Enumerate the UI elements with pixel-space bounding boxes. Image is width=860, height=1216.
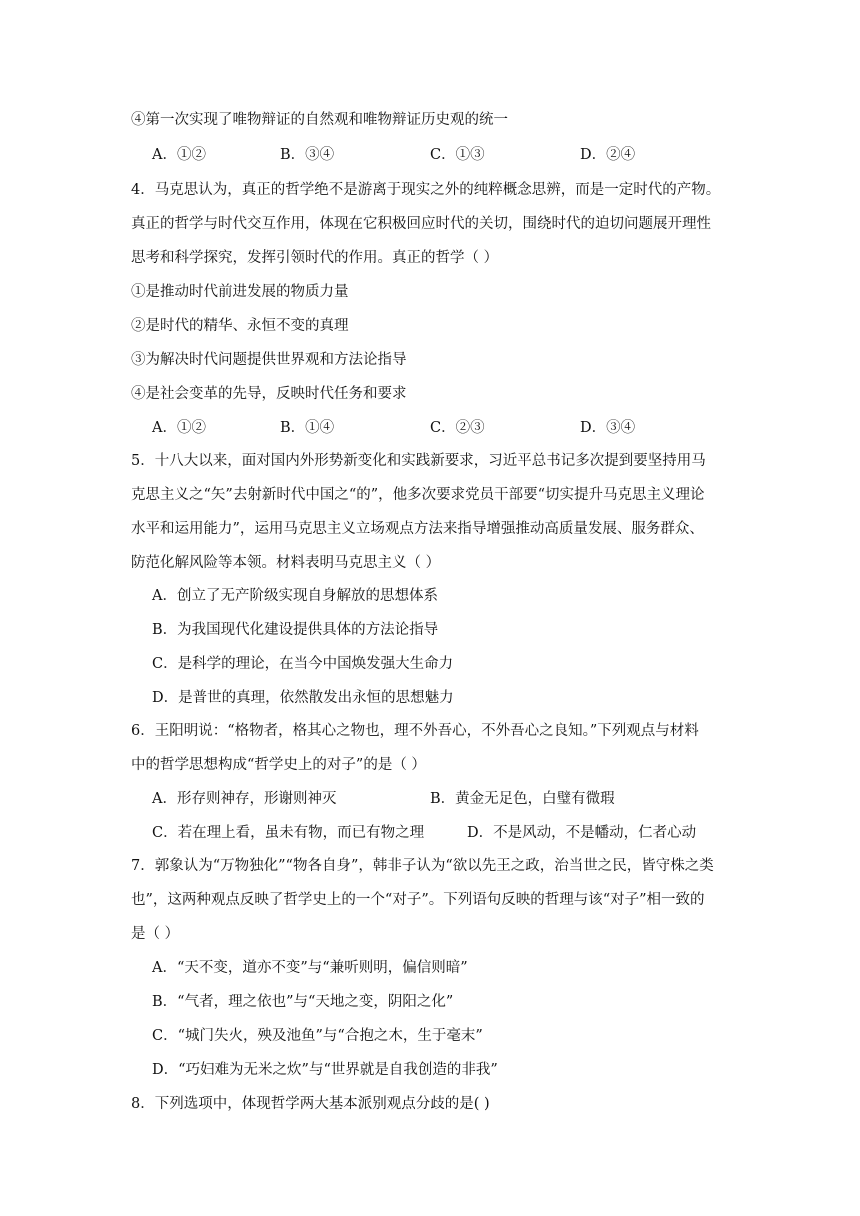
q7-option-d: D．“巧妇难为无米之炊”与“世界就是自我创造的非我”: [152, 1062, 498, 1078]
q3-option-c: C．①③: [430, 147, 485, 163]
q7-stem-line-3: 是（ ）: [131, 926, 180, 942]
q5-option-d: D．是普世的真理，依然散发出永恒的思想魅力: [152, 690, 454, 706]
q4-item-1: ①是推动时代前进发展的物质力量: [131, 284, 349, 300]
q5-option-c: C．是科学的理论，在当今中国焕发强大生命力: [152, 656, 454, 672]
q3-item-4: ④第一次实现了唯物辩证的自然观和唯物辩证历史观的统一: [131, 112, 508, 128]
q4-item-4: ④是社会变革的先导，反映时代任务和要求: [131, 386, 407, 402]
q6-option-b: B．黄金无足色，白璧有微瑕: [430, 791, 615, 807]
q4-option-c: C．②③: [430, 420, 485, 436]
q7-option-a: A．“天不变，道亦不变”与“兼听则明，偏信则暗”: [152, 960, 468, 976]
q3-option-a: A．①②: [152, 147, 206, 163]
q3-option-d: D．②④: [580, 147, 636, 163]
q4-item-3: ③为解决时代问题提供世界观和方法论指导: [131, 352, 407, 368]
q5-option-b: B．为我国现代化建设提供具体的方法论指导: [152, 622, 439, 638]
q7-option-c: C．“城门失火，殃及池鱼”与“合抱之木，生于毫末”: [152, 1028, 483, 1044]
q4-stem-line-3: 思考和科学探究，发挥引领时代的作用。真正的哲学（ ）: [131, 250, 499, 266]
q7-stem-line-1: 7．郭象认为“万物独化”“物各自身”，韩非子认为“欲以先王之政，治当世之民，皆守株之类: [131, 858, 714, 874]
q4-stem-line-2: 真正的哲学与时代交互作用，体现在它积极回应时代的关切，围绕时代的迫切问题展开理性: [131, 216, 711, 232]
q7-option-b: B．“气者，理之依也”与“天地之变，阴阳之化”: [152, 994, 454, 1010]
q7-stem-line-2: 也”，这两种观点反映了哲学史上的一个“对子”。下列语句反映的哲理与该“对子”相一致的: [131, 892, 705, 908]
q6-stem-line-2: 中的哲学思想构成“哲学史上的对子”的是（ ）: [131, 757, 426, 773]
q6-option-c: C．若在理上看，虽未有物，而已有物之理: [152, 825, 425, 841]
q6-option-d: D．不是风动，不是幡动，仁者心动: [467, 825, 697, 841]
q4-option-d: D．③④: [580, 420, 636, 436]
q6-stem-line-1: 6．王阳明说：“格物者，格其心之物也，理不外吾心，不外吾心之良知。”下列观点与材料: [131, 723, 699, 739]
q5-stem-line-1: 5．十八大以来，面对国内外形势新变化和实践新要求，习近平总书记多次提到要坚持用马: [131, 453, 706, 469]
q5-stem-line-3: 水平和运用能力”，运用马克思主义立场观点方法来指导增强推动高质量发展、服务群众、: [131, 521, 704, 537]
q4-item-2: ②是时代的精华、永恒不变的真理: [131, 318, 349, 334]
q4-option-b: B．①④: [280, 420, 335, 436]
q5-stem-line-2: 克思主义之“矢”去射新时代中国之“的”，他多次要求党员干部要“切实提升马克思主义理论: [131, 487, 705, 503]
q5-stem-line-4: 防范化解风险等本领。材料表明马克思主义（ ）: [131, 555, 441, 571]
q5-option-a: A．创立了无产阶级实现自身解放的思想体系: [152, 588, 438, 604]
q4-stem-line-1: 4．马克思认为，真正的哲学绝不是游离于现实之外的纯粹概念思辨，而是一定时代的产物。: [131, 182, 721, 198]
q6-option-a: A．形存则神存，形谢则神灭: [152, 791, 337, 807]
q3-option-b: B．③④: [280, 147, 335, 163]
q4-option-a: A．①②: [152, 420, 206, 436]
q8-stem: 8．下列选项中，体现哲学两大基本派别观点分歧的是( ): [131, 1096, 490, 1112]
